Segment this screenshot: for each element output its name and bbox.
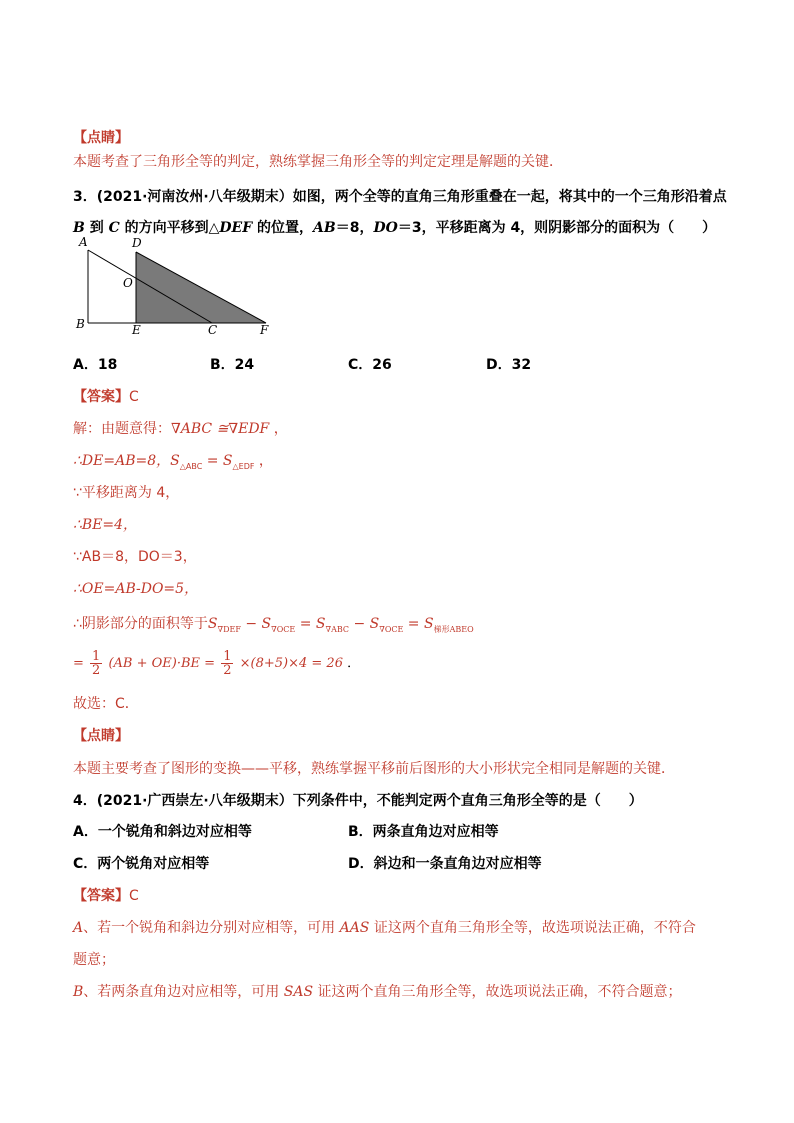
- sol-l8-eq: =: [73, 656, 84, 671]
- q4-sol-b-rest: 证这两个直角三角形全等，故选项说法正确，不符合题意；: [313, 984, 682, 1000]
- q3-v1: ＝8，: [335, 220, 374, 236]
- sol-l8-part1: (AB + OE)·BE =: [108, 656, 216, 671]
- label-d: D: [132, 236, 142, 250]
- sol-l7-area-subscript: ∇OCE: [271, 624, 296, 634]
- q4-sol-b: [73, 982, 682, 1002]
- q3-option-a: A．18: [73, 357, 118, 373]
- sol-l7-area-symbol: S: [207, 616, 218, 632]
- label-f: F: [260, 323, 269, 337]
- dianjing-text-2: 本题主要考查了图形的变换——平移，熟练掌握平移前后图形的大小形状完全相同是解题的关键．: [73, 761, 675, 777]
- sol-l7-terms: [208, 616, 474, 632]
- dianjing-tag-1: 【点睛】: [73, 130, 129, 146]
- q4-sol-a-line1: [73, 918, 696, 938]
- q3-figure: [70, 232, 280, 337]
- sol-l2-sub2: △EDF: [232, 461, 255, 471]
- q4-sol-a-rest: 证这两个直角三角形全等，故选项说法正确，不符合: [369, 920, 696, 936]
- q3-sol-line1: [73, 419, 288, 439]
- q4-answer-tag: 【答案】: [73, 888, 129, 904]
- q3-def: DEF: [219, 220, 253, 236]
- q4-sol-b-letter: B: [73, 984, 84, 1000]
- label-b: B: [76, 317, 85, 331]
- sol-l2-text: ∴DE=AB=8，: [73, 453, 171, 469]
- frac1-num: 1: [92, 649, 101, 664]
- sol-l8-part2: ×(8+5)×4 = 26: [239, 656, 343, 671]
- sol-l7-area-symbol: S: [423, 616, 434, 632]
- q4-option-a: A．一个锐角和斜边对应相等: [73, 824, 252, 840]
- fraction-half-1: [90, 650, 102, 677]
- frac2-num: 1: [223, 649, 232, 664]
- label-e: E: [132, 323, 141, 337]
- sol-l7-op: −: [349, 616, 370, 632]
- q3-answer: [73, 387, 139, 407]
- sol-l2-sub1: △ABC: [179, 461, 203, 471]
- q3-sol-line4: ∴BE=4，: [73, 517, 138, 533]
- q3-line1: 3．(2021·河南汝州·八年级期末）如图，两个全等的直角三角形重叠在一起，将其中的一个三角形沿着点: [73, 189, 727, 205]
- q3-answer-value: C: [129, 389, 139, 405]
- label-c: C: [208, 323, 218, 337]
- q4-sol-a-text: 、若一个锐角和斜边分别对应相等，可用: [83, 920, 340, 936]
- q3-rest1: 的方向平移到△: [119, 220, 220, 236]
- sol-l7-op: −: [240, 616, 262, 632]
- q3-option-c: C．26: [348, 357, 392, 373]
- q3-to: 到: [84, 220, 109, 236]
- q4-option-b: B．两条直角边对应相等: [348, 824, 499, 840]
- sol-l7-area-symbol: S: [369, 616, 380, 632]
- frac2-den: 2: [223, 663, 232, 678]
- q3-rest2: 的位置，: [252, 220, 314, 236]
- fraction-half-2: [221, 650, 233, 677]
- q3-v2: ＝3，平移距离为 4，则阴影部分的面积为（ ）: [397, 220, 717, 236]
- sol-l7-area-symbol: S: [261, 616, 272, 632]
- sol-l7-area-subscript: ∇OCE: [379, 624, 404, 634]
- q3-option-b: B．24: [210, 357, 255, 373]
- q3-do: DO: [373, 220, 398, 236]
- dianjing-tag-2: 【点睛】: [73, 728, 129, 744]
- q3-b: B: [73, 220, 85, 236]
- q3-sol-line2: [73, 451, 273, 477]
- sol-l2-s1: S: [170, 453, 180, 469]
- q4-sol-a-line2: 题意；: [73, 952, 115, 968]
- sol-l2-eq: =: [202, 453, 223, 469]
- q3-sol-line9: 故选：C．: [73, 696, 139, 712]
- q3-option-d: D．32: [486, 357, 532, 373]
- q4-line1: 4．(2021·广西崇左·八年级期末）下列条件中，不能判定两个直角三角形全等的是（ ）: [73, 793, 643, 809]
- sol-l1-prefix: 解：由题意得：: [73, 421, 171, 437]
- label-a: A: [79, 235, 88, 249]
- q3-sol-line3: ∵平移距离为 4，: [73, 485, 180, 501]
- sol-l1-suffix: ，: [269, 421, 288, 437]
- q3-sol-line5: ∵AB＝8，DO＝3，: [73, 549, 197, 565]
- sol-l7-prefix: ∴阴影部分的面积等于: [73, 616, 208, 632]
- q3-answer-tag: 【答案】: [73, 389, 129, 405]
- q4-answer-value: C: [129, 888, 139, 904]
- q4-sol-sas: SAS: [283, 984, 314, 1000]
- q3-ab: AB: [313, 220, 336, 236]
- sol-l2-end: ，: [254, 453, 273, 469]
- q4-sol-b-text: 、若两条直角边对应相等，可用: [83, 984, 284, 1000]
- sol-l2-s2: S: [222, 453, 233, 469]
- q4-option-c: C．两个锐角对应相等: [73, 856, 210, 872]
- sol-l7-area-subscript: 梯形ABEO: [433, 624, 474, 634]
- label-o: O: [123, 276, 133, 290]
- sol-l8-end: ．: [347, 656, 361, 671]
- sol-l7-area-subscript: ∇DEF: [217, 624, 241, 634]
- q4-answer: [73, 886, 139, 906]
- sol-l7-area-subscript: ∇ABC: [325, 624, 349, 634]
- q4-sol-aas: AAS: [339, 920, 370, 936]
- q4-option-d: D．斜边和一条直角边对应相等: [348, 856, 542, 872]
- sol-l7-op: =: [295, 616, 316, 632]
- q3-sol-line6: ∴OE=AB-DO=5，: [73, 581, 199, 597]
- sol-l7-op: =: [403, 616, 424, 632]
- sol-l7-area-symbol: S: [315, 616, 326, 632]
- q4-sol-a-letter: A: [73, 920, 84, 936]
- frac1-den: 2: [92, 663, 101, 678]
- q3-sol-line8: [73, 650, 360, 677]
- sol-l1-math: ∇ABC ≅∇EDF: [171, 421, 270, 437]
- dianjing-text-1: 本题考查了三角形全等的判定，熟练掌握三角形全等的判定定理是解题的关键．: [73, 154, 563, 170]
- q3-c: C: [108, 220, 120, 236]
- q3-sol-line7: [73, 614, 474, 640]
